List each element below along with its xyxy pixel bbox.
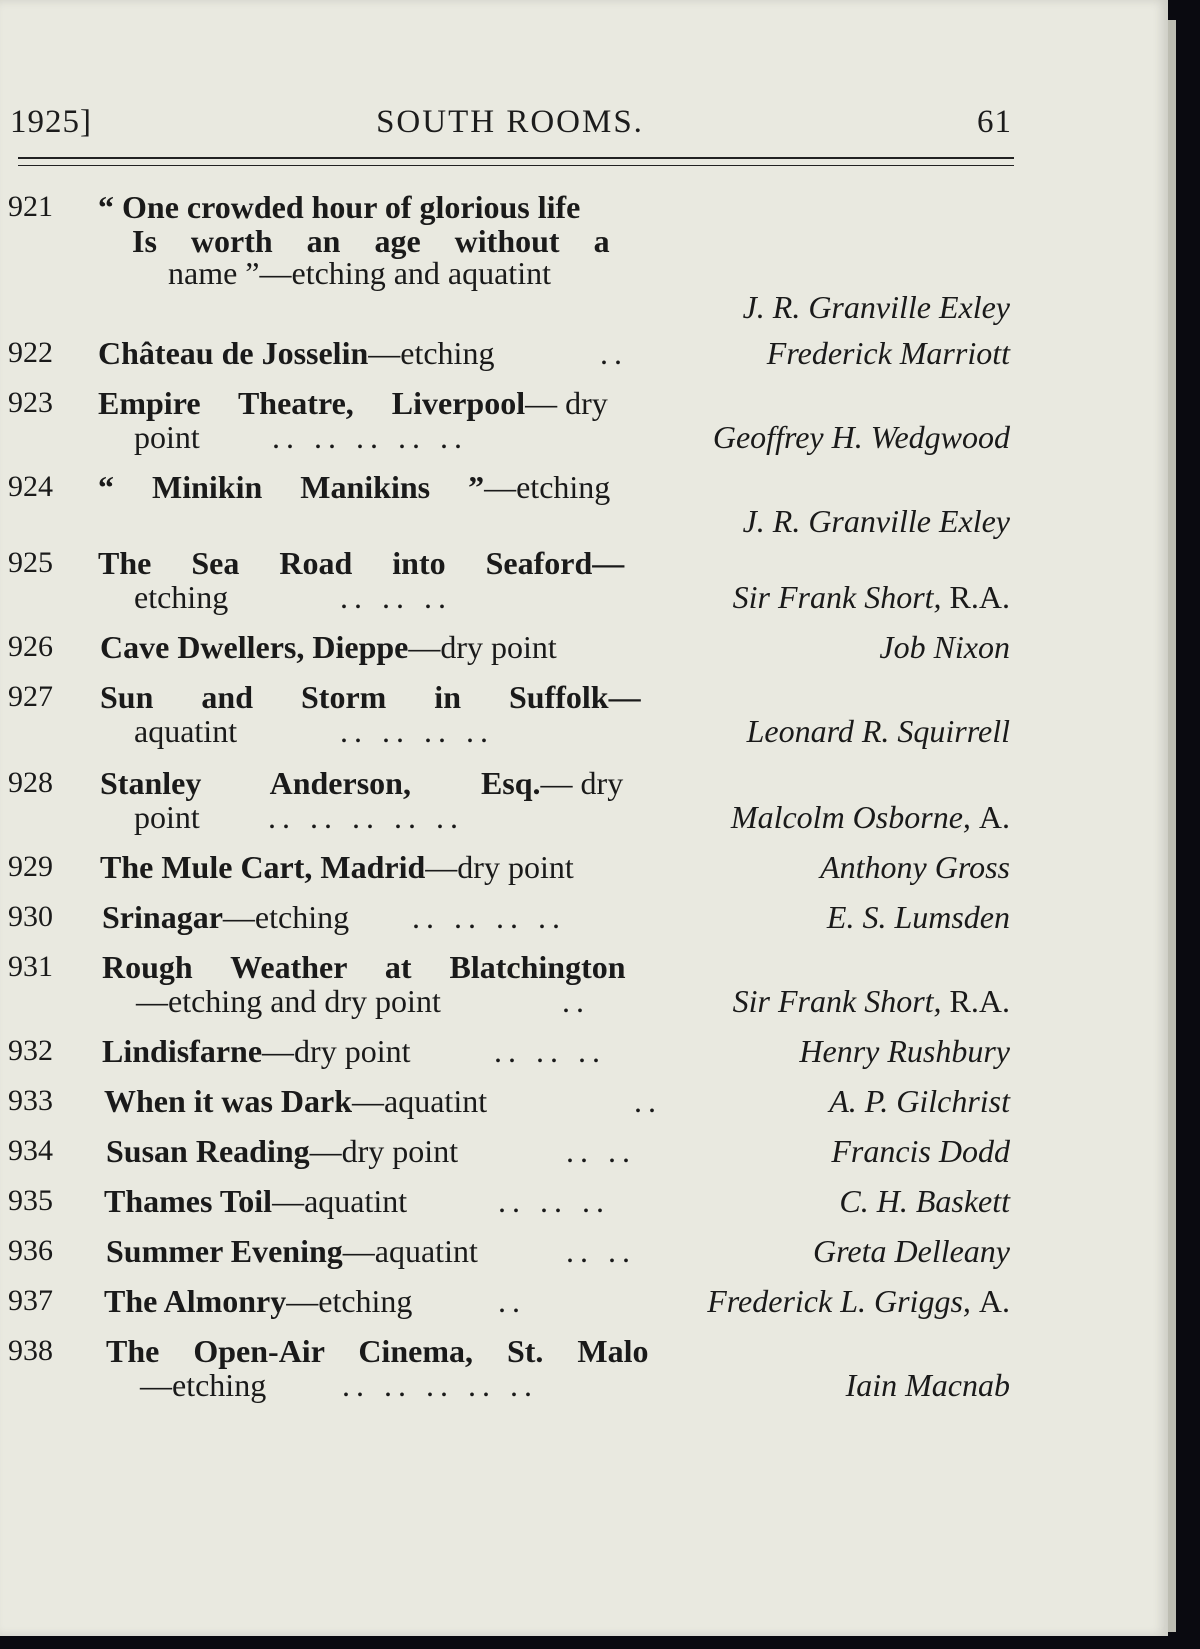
entry-number: 931	[8, 950, 53, 983]
entry-leader-dots: .. .. ..	[498, 1183, 610, 1219]
entry-leader-dots: ..	[562, 983, 590, 1019]
entry-title: Lindisfarne	[102, 1033, 263, 1069]
entry-title: Sun and Storm in Suffolk—	[100, 679, 641, 715]
entry-leader-dots: ..	[498, 1283, 526, 1319]
entry-medium-cont: etching	[134, 579, 229, 615]
entry-medium-cont: —etching	[140, 1367, 267, 1403]
entry-title: Susan Reading	[106, 1133, 310, 1169]
entry-medium: —dry point	[309, 1133, 459, 1169]
entry-artist: Anthony Gross	[820, 849, 1010, 885]
entry-medium-cont: —etching and dry point	[136, 983, 441, 1019]
entry-title-line1: “ One crowded hour of glorious life	[98, 189, 581, 225]
entry-medium: —etching	[484, 469, 611, 505]
entry-medium: — dry	[525, 385, 608, 421]
page-edge	[1168, 20, 1176, 1632]
entry-number: 938	[8, 1334, 53, 1367]
entry-artist: A. P. Gilchrist	[829, 1083, 1010, 1119]
entry-artist: Henry Rushbury	[799, 1033, 1010, 1069]
entry-leader-dots: ..	[634, 1083, 662, 1119]
entry-medium: —dry point	[408, 629, 557, 665]
entry-number: 937	[8, 1284, 53, 1317]
entry-artist: Job Nixon	[879, 629, 1010, 665]
entry-leader-dots: .. .. .. ..	[340, 713, 494, 749]
entry-title: When it was Dark	[104, 1083, 353, 1119]
entry-artist-honour: R.A.	[949, 579, 1010, 615]
entry-number: 935	[8, 1184, 53, 1217]
entry-medium: —etching	[368, 335, 495, 371]
entry-leader-dots: .. ..	[566, 1233, 636, 1269]
entry-artist: Sir Frank Short,	[732, 579, 942, 615]
page-number: 61	[977, 104, 1012, 140]
entry-number: 923	[8, 386, 53, 419]
header-rule	[18, 157, 1014, 166]
entry-leader-dots: .. .. ..	[494, 1033, 606, 1069]
entry-number: 925	[8, 546, 53, 579]
entry-medium-cont: point	[134, 419, 200, 455]
header-year: 1925]	[10, 104, 92, 140]
entry-leader-dots: .. .. .. .. ..	[268, 799, 464, 835]
entry-artist: Frederick L. Griggs,	[707, 1283, 971, 1319]
entry-number: 929	[8, 850, 53, 883]
entry-medium: —dry point	[262, 1033, 411, 1069]
entry-medium: —aquatint	[272, 1183, 408, 1219]
entry-title: Rough Weather at Blatchington	[102, 949, 626, 985]
entry-title: Cave Dwellers, Dieppe	[100, 629, 409, 665]
entry-medium: —dry point	[425, 849, 574, 885]
entry-number: 927	[8, 680, 53, 713]
entry-medium: —aquatint	[342, 1233, 478, 1269]
entry-number: 930	[8, 900, 53, 933]
entry-title: Summer Evening	[106, 1233, 343, 1269]
entry-title: Thames Toil	[104, 1183, 273, 1219]
entry-leader-dots: ..	[600, 335, 628, 371]
entry-title-line3: name ”—etching and aquatint	[168, 255, 551, 291]
entry-artist-honour: A.	[978, 1283, 1010, 1319]
entry-leader-dots: .. .. .. ..	[412, 899, 566, 935]
entry-artist-honour: R.A.	[949, 983, 1010, 1019]
entry-title: Empire Theatre, Liverpool	[98, 385, 526, 421]
entry-number: 933	[8, 1084, 53, 1117]
entry-leader-dots: .. .. ..	[340, 579, 452, 615]
entry-artist: Frederick Marriott	[766, 335, 1010, 371]
entry-title: The Sea Road into Seaford—	[98, 545, 625, 581]
entry-number: 934	[8, 1134, 53, 1167]
entry-number: 921	[8, 190, 53, 223]
entry-number: 926	[8, 630, 53, 663]
header-title: SOUTH ROOMS.	[376, 104, 644, 140]
entry-artist: E. S. Lumsden	[826, 899, 1010, 935]
entry-number: 924	[8, 470, 53, 503]
entry-artist: Sir Frank Short,	[732, 983, 942, 1019]
entry-leader-dots: .. .. .. .. ..	[272, 419, 468, 455]
entry-title: The Open-Air Cinema, St. Malo	[106, 1333, 649, 1369]
entry-number: 932	[8, 1034, 53, 1067]
entry-artist: Greta Delleany	[813, 1233, 1010, 1269]
entry-artist: Malcolm Osborne,	[730, 799, 971, 835]
entry-artist: C. H. Baskett	[839, 1183, 1010, 1219]
entry-medium: —aquatint	[352, 1083, 488, 1119]
entry-leader-dots: .. ..	[566, 1133, 636, 1169]
entry-title: Stanley Anderson, Esq.	[100, 765, 541, 801]
entry-title: The Almonry	[104, 1283, 287, 1319]
entry-medium-cont: aquatint	[134, 713, 238, 749]
entry-leader-dots: .. .. .. .. ..	[342, 1367, 538, 1403]
entry-title: Srinagar	[102, 899, 223, 935]
entry-title-line2: Is worth an age without a	[132, 223, 610, 259]
entry-artist: J. R. Granville Exley	[742, 503, 1010, 539]
entry-medium: —etching	[222, 899, 350, 935]
page-header	[8, 104, 1012, 148]
entry-artist: Francis Dodd	[831, 1133, 1010, 1169]
entry-artist: J. R. Granville Exley	[742, 289, 1010, 325]
entry-medium-cont: point	[134, 799, 200, 835]
entry-title: The Mule Cart, Madrid	[100, 849, 426, 885]
entry-artist: Leonard R. Squirrell	[746, 713, 1010, 749]
entry-artist-honour: A.	[978, 799, 1010, 835]
entry-medium: — dry	[540, 765, 624, 801]
entry-title: Château de Josselin	[98, 335, 369, 371]
entry-number: 936	[8, 1234, 53, 1267]
entry-medium: —etching	[286, 1283, 413, 1319]
entry-artist: Geoffrey H. Wedgwood	[712, 419, 1010, 455]
entry-number: 928	[8, 766, 53, 799]
entry-artist: Iain Macnab	[845, 1367, 1010, 1403]
entry-number: 922	[8, 336, 53, 369]
entry-title: “ Minikin Manikins ”	[98, 469, 485, 505]
